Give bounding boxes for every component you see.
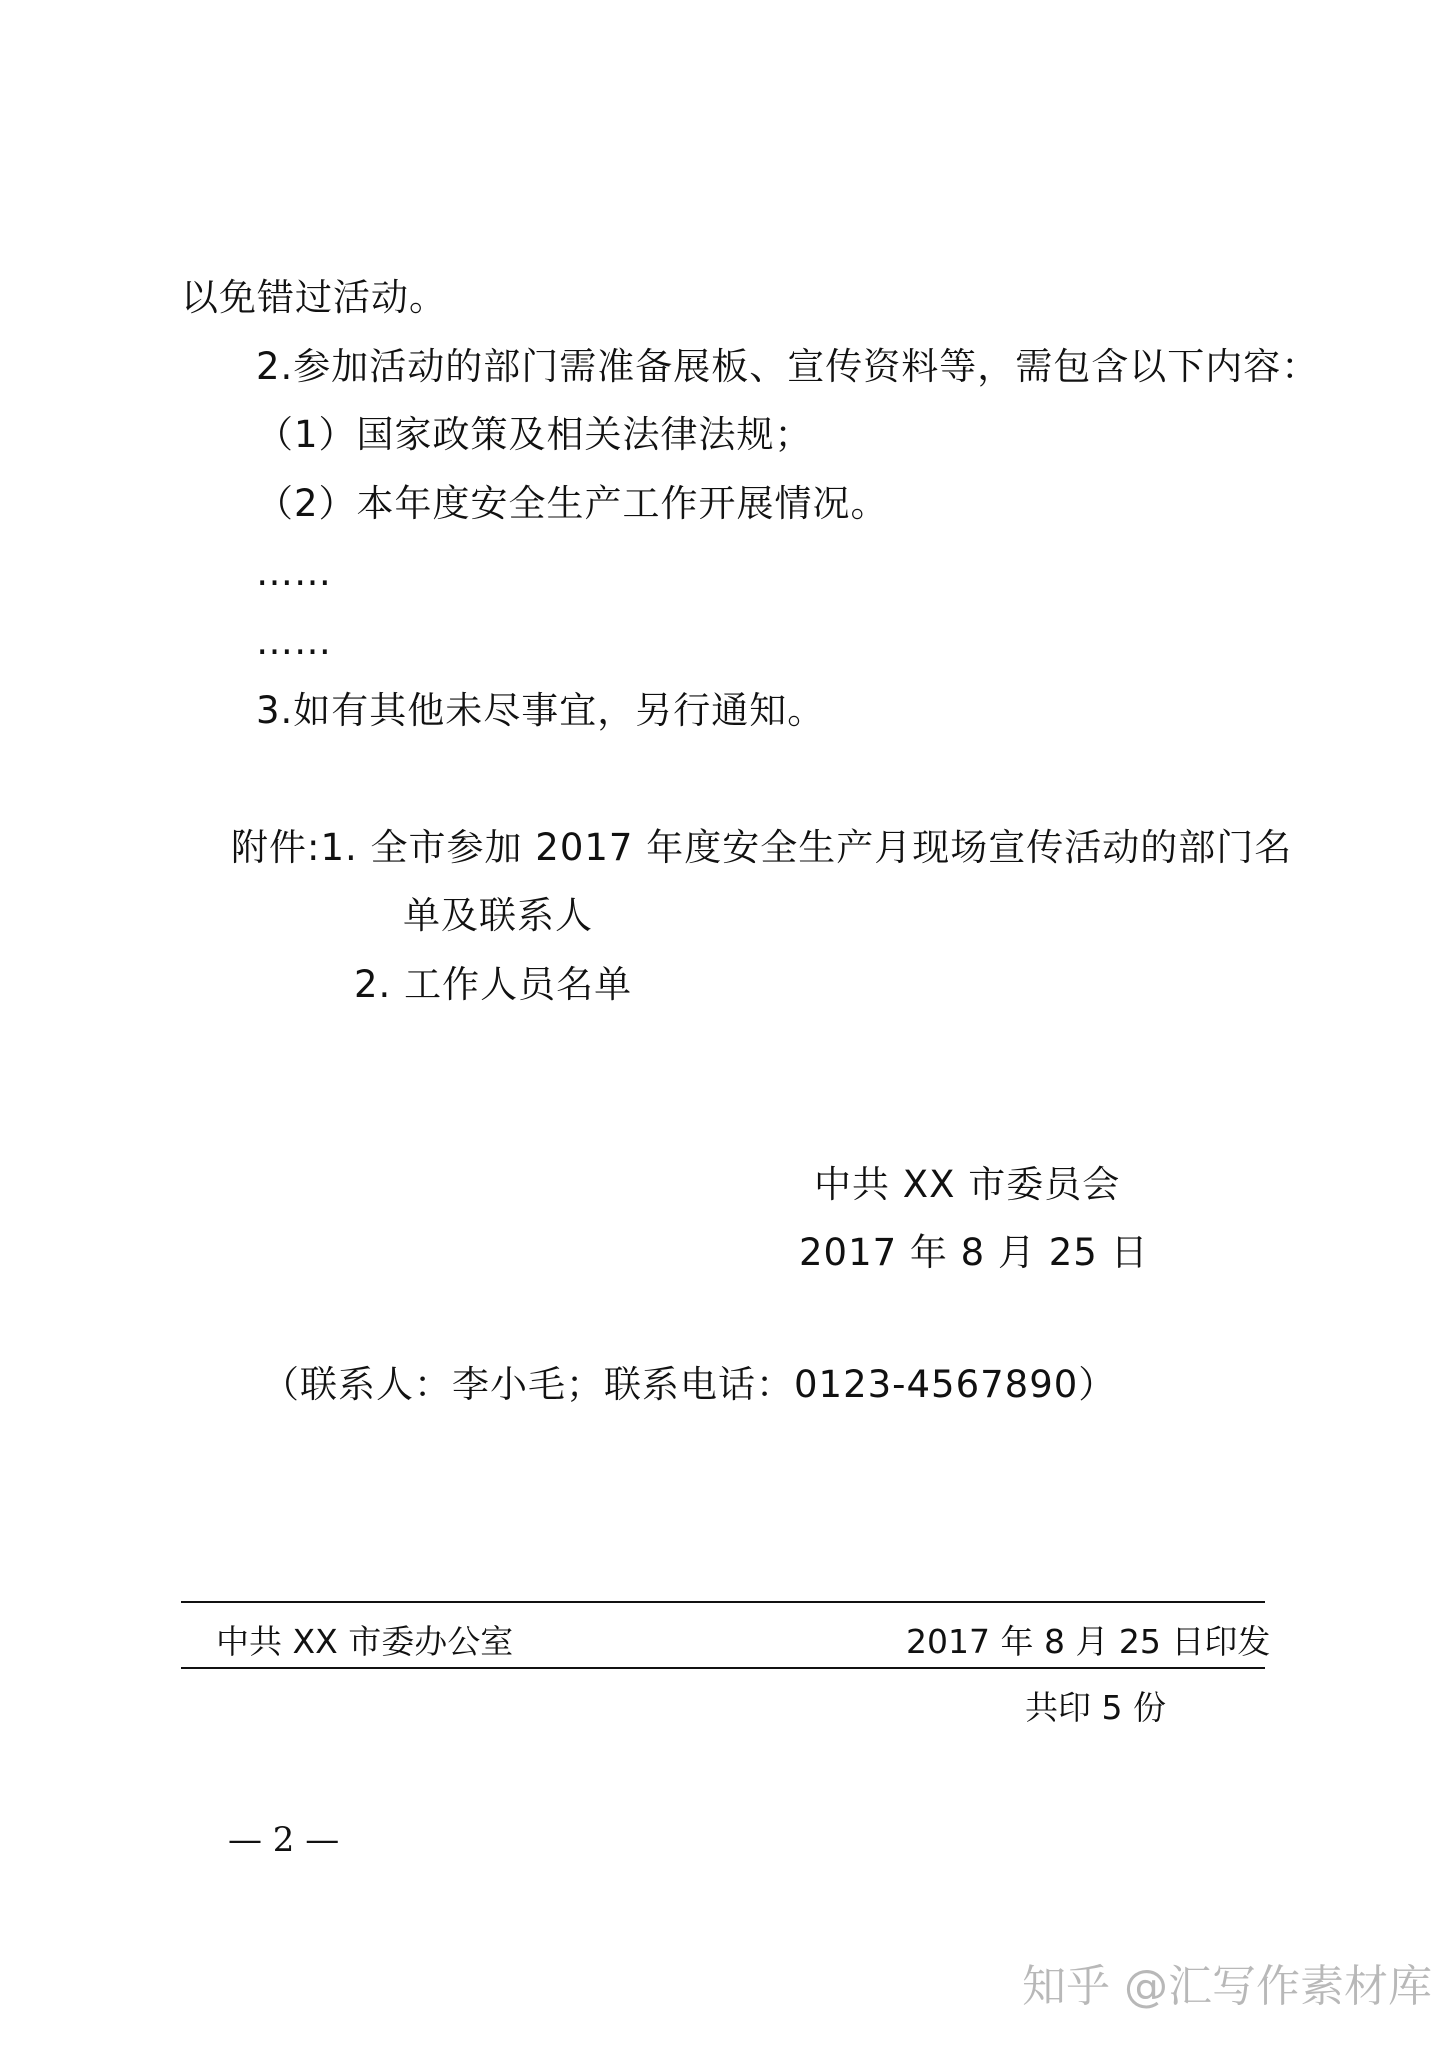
body-line-3: （1）国家政策及相关法律法规； — [256, 413, 813, 456]
signature-date: 2017 年 8 月 25 日 — [799, 1231, 1149, 1274]
body-line-4: （2）本年度安全生产工作开展情况。 — [256, 482, 889, 525]
body-line-2: 2.参加活动的部门需准备展板、宣传资料等，需包含以下内容： — [256, 345, 1320, 388]
body-ellipsis-1: …… — [256, 551, 332, 594]
body-ellipsis-2: …… — [256, 620, 332, 663]
attachment-line-3: 2. 工作人员名单 — [354, 963, 633, 1006]
signature-org: 中共 XX 市委员会 — [814, 1163, 1121, 1206]
watermark: 知乎 @汇写作素材库 — [1022, 1961, 1432, 2012]
body-line-7: 3.如有其他未尽事宜，另行通知。 — [256, 689, 826, 732]
body-line-1: 以免错过活动。 — [181, 276, 447, 319]
colophon-top-rule — [181, 1601, 1265, 1603]
contact-info: （联系人：李小毛；联系电话：0123-4567890） — [262, 1363, 1117, 1406]
page-number: — 2 — — [228, 1820, 340, 1860]
colophon-issue-date: 2017 年 8 月 25 日印发 — [906, 1622, 1271, 1661]
colophon-copies: 共印 5 份 — [1025, 1688, 1166, 1727]
attachment-line-2: 单及联系人 — [403, 894, 593, 937]
attachment-line-1: 附件:1. 全市参加 2017 年度安全生产月现场宣传活动的部门名 — [231, 826, 1293, 869]
colophon-bottom-rule — [181, 1667, 1265, 1669]
colophon-issuer: 中共 XX 市委办公室 — [216, 1622, 514, 1661]
